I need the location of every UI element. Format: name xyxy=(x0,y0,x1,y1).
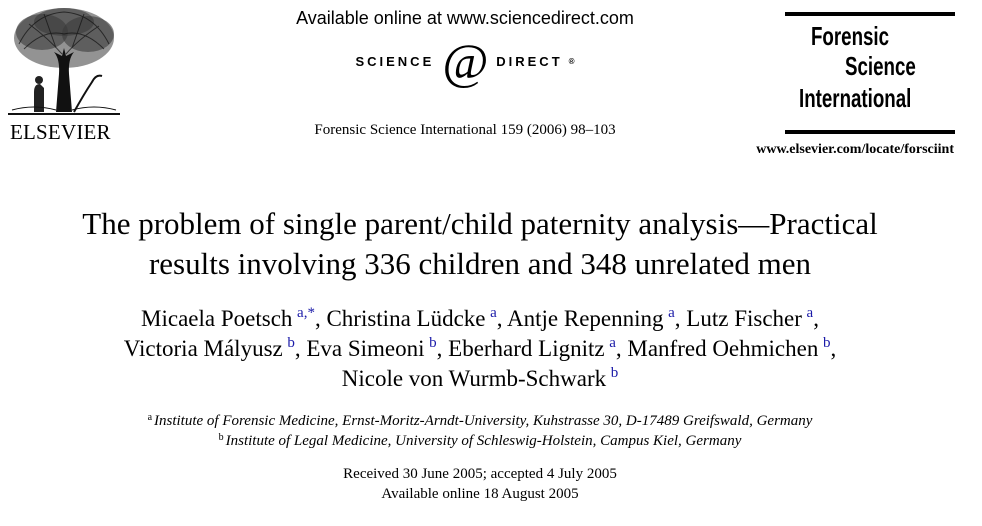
author-name: Eberhard Lignitz xyxy=(448,336,605,361)
author xyxy=(448,336,622,361)
affiliation-text: Institute of Forensic Medicine, Ernst-Moritz-Arndt-University, Kuhstrasse 30, D-17489 Greifswald, Germany xyxy=(154,413,813,429)
journal-url-link[interactable]: www.elsevier.com/locate/forsciint xyxy=(756,142,954,157)
journal-logo-line-3: International xyxy=(799,83,912,113)
affiliation-ref-link[interactable]: b xyxy=(287,335,295,351)
header-center xyxy=(230,6,700,89)
affiliation xyxy=(0,431,960,451)
sciencedirect-word-right: DIRECT xyxy=(496,53,563,69)
author-line xyxy=(0,334,960,364)
elsevier-tree-icon xyxy=(4,4,124,116)
sciencedirect-logo[interactable] xyxy=(230,33,700,89)
affiliation-ref-link[interactable]: a xyxy=(668,305,675,321)
journal-citation: Forensic Science International 159 (2006) 98–103 xyxy=(314,122,616,138)
author xyxy=(306,336,442,361)
journal-logo xyxy=(785,12,955,134)
author-separator: , xyxy=(294,336,301,361)
affiliation-ref-link[interactable]: a xyxy=(806,305,814,321)
author xyxy=(124,336,301,361)
registered-mark: ® xyxy=(568,56,575,66)
affiliation-ref-link[interactable]: a xyxy=(490,305,497,321)
author-line xyxy=(0,364,960,394)
author xyxy=(627,336,836,361)
author-separator: , xyxy=(813,306,819,331)
affiliation-key: b xyxy=(218,432,224,443)
elsevier-logo xyxy=(4,4,124,142)
author xyxy=(342,366,618,391)
author xyxy=(141,306,321,331)
affiliation-ref-link[interactable]: b xyxy=(429,335,437,351)
affiliation-ref-link[interactable]: b xyxy=(610,365,619,381)
available-online-link[interactable]: Available online at www.sciencedirect.com xyxy=(296,8,634,28)
article-dates xyxy=(0,464,960,504)
author-line xyxy=(0,304,960,334)
affiliation-key: a xyxy=(147,412,153,423)
affiliation-list xyxy=(0,411,960,451)
received-accepted-date: Received 30 June 2005; accepted 4 July 2005 xyxy=(343,466,617,482)
available-online-date: Available online 18 August 2005 xyxy=(381,486,579,502)
author xyxy=(686,306,819,331)
author xyxy=(326,306,502,331)
title-line-2: results involving 336 children and 348 unrelated men xyxy=(148,246,812,281)
author-separator: , xyxy=(314,306,321,331)
author-name: Christina Lüdcke xyxy=(326,306,486,331)
title-line-1: The problem of single parent/child paternity analysis—Practical xyxy=(82,206,878,241)
sciencedirect-word-left: SCIENCE xyxy=(355,53,435,69)
author-name: Antje Repenning xyxy=(507,306,664,331)
affiliation-ref-link[interactable]: b xyxy=(822,335,831,351)
author-separator: , xyxy=(436,336,443,361)
logo-rule-bottom xyxy=(785,130,955,134)
author-separator: , xyxy=(674,306,681,331)
author-name: Manfred Oehmichen xyxy=(627,336,819,361)
author-name: Lutz Fischer xyxy=(686,306,802,331)
affiliation-text: Institute of Legal Medicine, University of Schleswig-Holstein, Campus Kiel, Germany xyxy=(225,433,742,449)
author-name: Victoria Mályusz xyxy=(123,336,283,361)
author-name: Micaela Poetsch xyxy=(141,306,293,331)
author-separator: , xyxy=(615,336,622,361)
affiliation xyxy=(0,411,960,431)
author-list xyxy=(0,304,960,394)
author-separator: , xyxy=(830,336,837,361)
affiliation-ref-link[interactable]: a,* xyxy=(297,305,315,321)
logo-rule-top xyxy=(785,12,955,16)
affiliation-ref-link[interactable]: a xyxy=(609,335,616,351)
author-name: Eva Simeoni xyxy=(306,336,425,361)
journal-logo-line-1: Forensic xyxy=(811,21,890,51)
sciencedirect-at-icon: @ xyxy=(442,33,489,89)
journal-logo-line-2: Science xyxy=(845,51,916,81)
author-separator: , xyxy=(496,306,503,331)
author xyxy=(507,306,681,331)
publisher-name: ELSEVIER xyxy=(10,120,111,144)
article-title xyxy=(0,204,960,284)
author-name: Nicole von Wurmb-Schwark xyxy=(341,366,607,391)
